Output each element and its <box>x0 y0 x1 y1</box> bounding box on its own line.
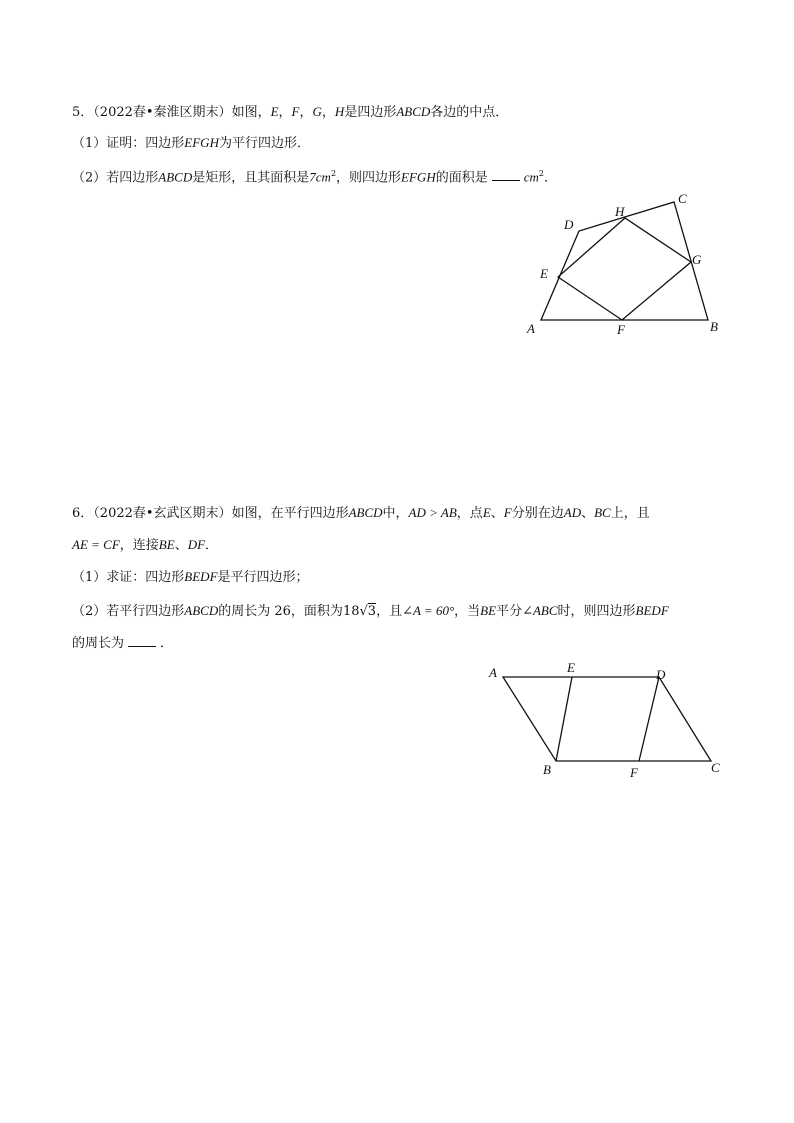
label-e: E <box>567 660 575 675</box>
label-e: E <box>540 266 548 281</box>
q6-part2-line2: 的周长为 ． <box>72 636 174 651</box>
q6-stem-line2: AE = CF，连接BE、DF． <box>72 537 219 553</box>
segment-df <box>639 677 659 761</box>
q6-part1: （1）求证：四边形BEDF是平行四边形； <box>72 569 309 585</box>
label-a: A <box>489 665 497 680</box>
label-b: B <box>710 319 718 334</box>
q6-stem-line1: 6．（2022春•玄武区期末）如图，在平行四边形ABCD中，AD > AB，点E、F分别在边AD、BC上，且 <box>72 505 650 521</box>
q5-stem: 5．（2022春•秦淮区期末）如图，E，F，G，H是四边形ABCD各边的中点． <box>72 104 509 120</box>
q5-source: （2022春•秦淮区期末） <box>93 105 232 120</box>
label-f: F <box>630 765 638 780</box>
label-h: H <box>615 204 625 219</box>
q6-number: 6 <box>72 506 81 521</box>
label-b: B <box>543 762 551 777</box>
q6-part2-line1: （2）若平行四边形ABCD的周长为 26，面积为18√3，且∠A = 60°，当BE平分∠ABC时，则四边形BEDF <box>72 603 669 619</box>
label-c: C <box>678 191 687 206</box>
q5-part1: （1）证明：四边形EFGH为平行四边形． <box>72 135 310 151</box>
label-f: F <box>617 322 625 337</box>
label-d: D <box>656 667 666 682</box>
parallelogram-abcd <box>503 677 711 761</box>
q5-number: 5 <box>72 105 81 120</box>
label-d: D <box>564 217 574 232</box>
segment-be <box>556 677 572 761</box>
label-a: A <box>527 321 535 336</box>
q6-source: （2022春•玄武区期末） <box>93 506 232 521</box>
label-c: C <box>711 760 720 775</box>
q5-part2: （2）若四边形ABCD是矩形，且其面积是$7cm^2$，则四边形EFGH的面积是 $cm^2$． <box>72 169 558 186</box>
label-g: G <box>692 252 702 267</box>
